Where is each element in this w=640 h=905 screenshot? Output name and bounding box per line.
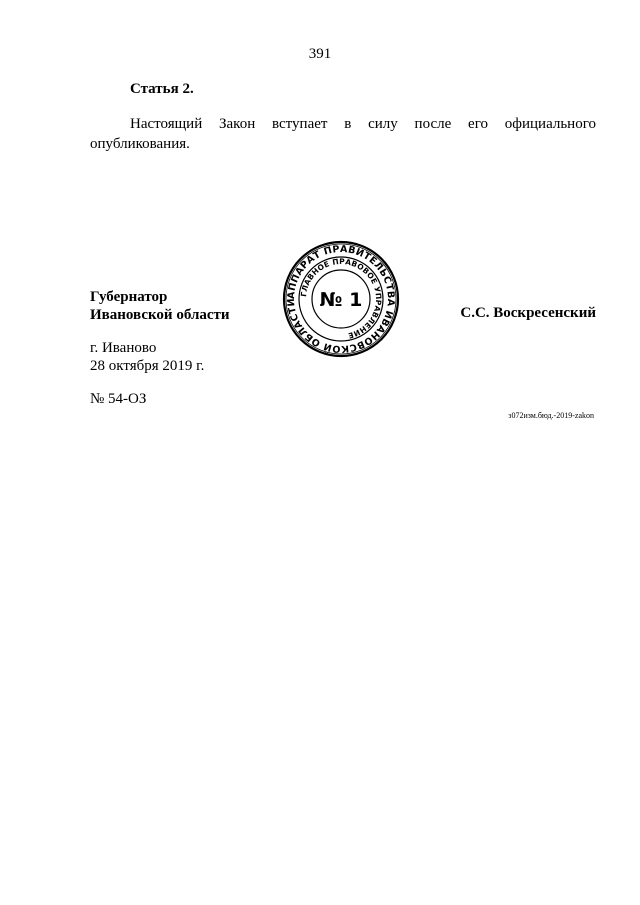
- stamp-inner-text: ГЛАВНОЕ ПРАВОВОЕ УПРАВЛЕНИЕ: [299, 256, 384, 341]
- place-date: [90, 339, 204, 375]
- signatory-position-line: Ивановской области: [90, 307, 230, 323]
- law-number: № 54-ОЗ: [90, 391, 147, 407]
- stamp-number: № 1: [319, 289, 363, 311]
- article-title: Статья 2.: [130, 81, 194, 97]
- article-text-line: опубликования.: [90, 136, 190, 152]
- date: 28 октября 2019 г.: [90, 358, 205, 374]
- stamp-ring-text: АППАРАТ ПРАВИТЕЛЬСТВА ИВАНОВСКОЙ ОБЛАСТИ: [285, 243, 397, 355]
- official-stamp: [282, 240, 400, 358]
- article-text-line: Настоящий Закон вступает в силу после его официального: [130, 116, 596, 132]
- file-reference: з072изм.бюд.-2019-zakon: [508, 411, 594, 420]
- city: г. Иваново: [90, 340, 157, 356]
- signatory-position: [90, 288, 230, 324]
- signatory-name: С.С. Воскресенский: [460, 305, 596, 321]
- signatory-position-line: Губернатор: [90, 289, 168, 305]
- page-number: 391: [308, 46, 332, 62]
- article-text: [90, 114, 596, 154]
